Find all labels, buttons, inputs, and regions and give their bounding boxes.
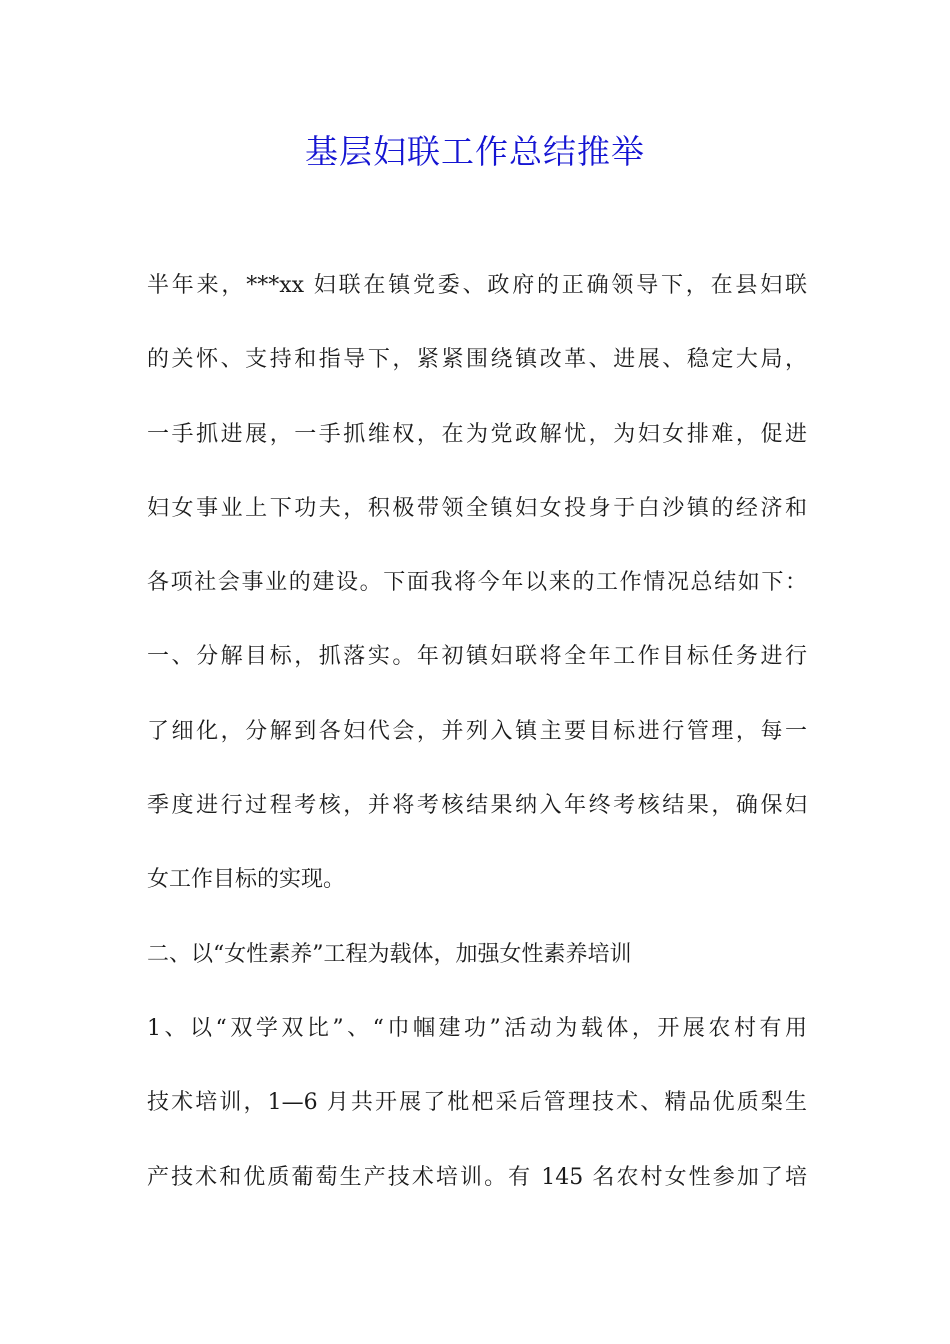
body-line: 技术培训，1—6 月共开展了枇杷采后管理技术、精品优质梨生 bbox=[147, 1090, 807, 1116]
body-line: 二、以“女性素养”工程为载体，加强女性素养培训 bbox=[147, 941, 632, 967]
body-line: 产技术和优质葡萄生产技术培训。有 145 名农村女性参加了培 bbox=[147, 1164, 807, 1190]
body-line: 了细化，分解到各妇代会，并列入镇主要目标进行管理，每一 bbox=[147, 718, 807, 744]
body-line: 半年来，***xx 妇联在镇党委、政府的正确领导下，在县妇联 bbox=[147, 273, 807, 298]
body-line: 一手抓进展，一手抓维权，在为党政解忧，为妇女排难，促进 bbox=[147, 421, 807, 447]
body-line: 一、分解目标，抓落实。年初镇妇联将全年工作目标任务进行 bbox=[147, 644, 807, 670]
body-line: 的关怀、支持和指导下，紧紧围绕镇改革、进展、稳定大局， bbox=[147, 347, 807, 373]
body-line: 女工作目标的实现。 bbox=[147, 867, 346, 893]
body-line: 季度进行过程考核，并将考核结果纳入年终考核结果，确保妇 bbox=[147, 793, 807, 819]
document-body bbox=[147, 264, 807, 1230]
document-title: 基层妇联工作总结推举 bbox=[305, 132, 645, 171]
body-line: 1、以“双学双比”、“巾帼建功”活动为载体，开展农村有用 bbox=[147, 1015, 807, 1041]
body-line: 各项社会事业的建设。下面我将今年以来的工作情况总结如下： bbox=[147, 570, 807, 596]
body-line: 妇女事业上下功夫，积极带领全镇妇女投身于白沙镇的经济和 bbox=[147, 495, 807, 521]
